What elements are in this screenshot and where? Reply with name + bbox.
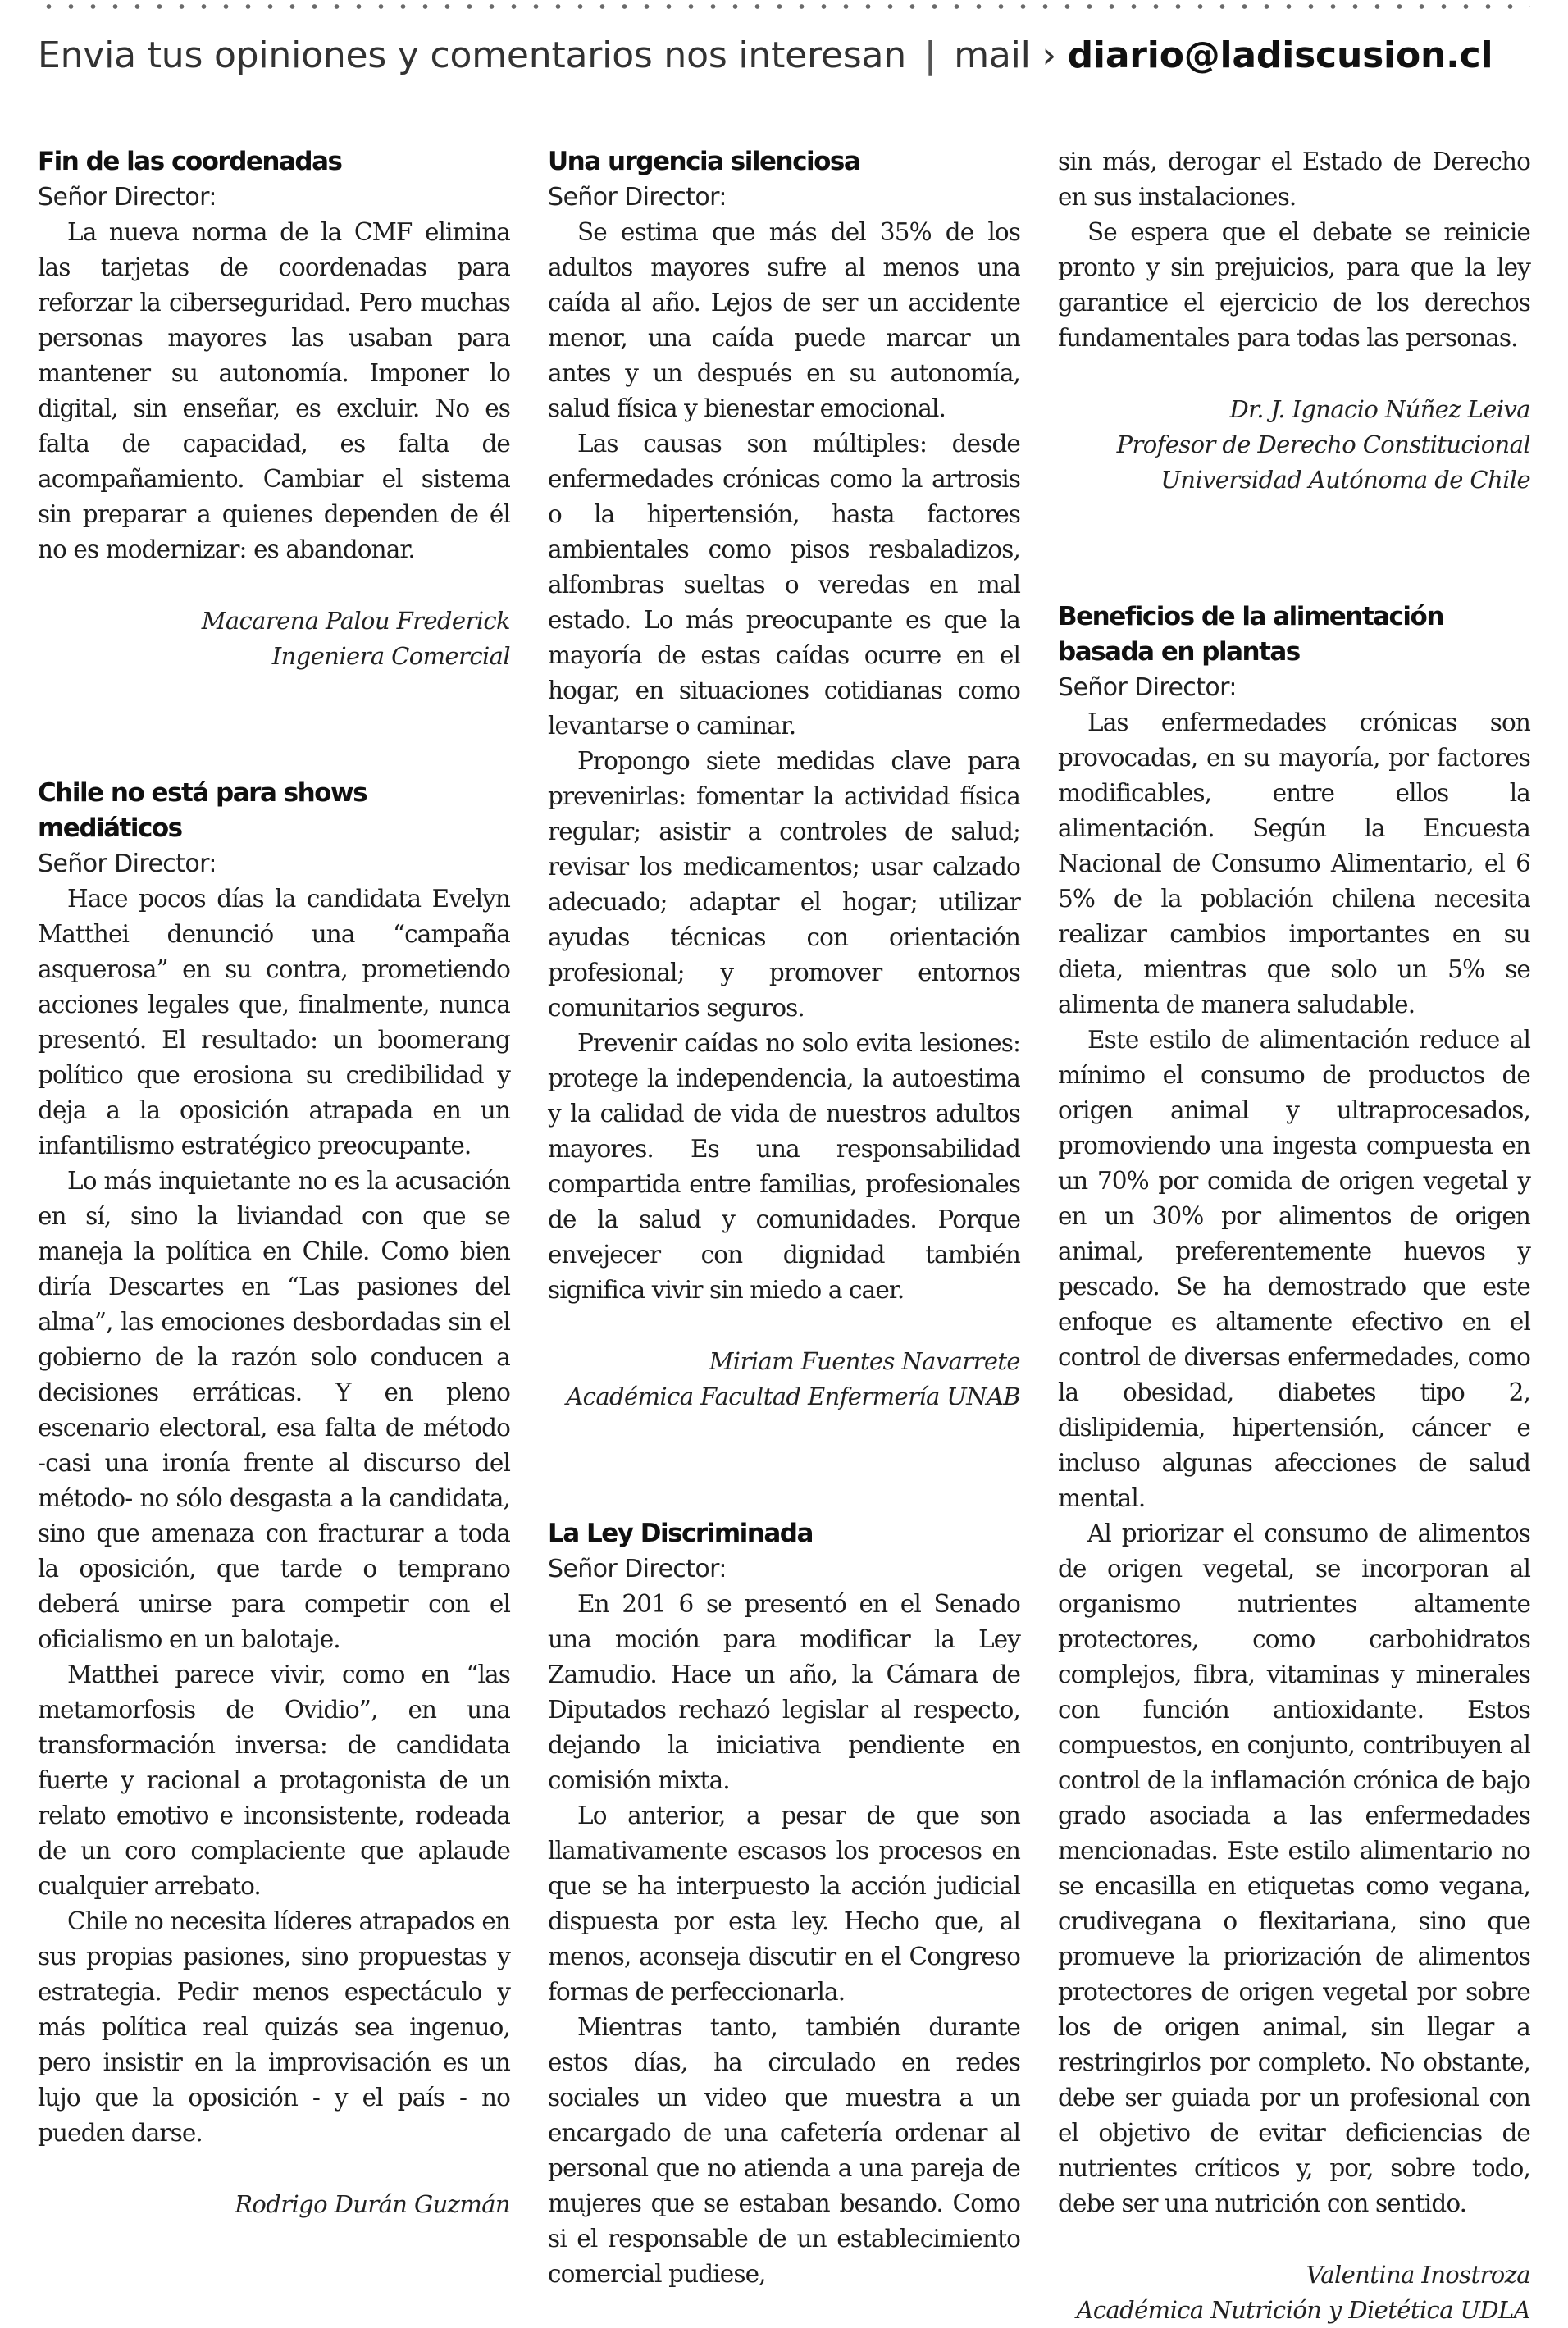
signature-line: Universidad Autónoma de Chile bbox=[1160, 466, 1530, 494]
letter-paragraph: sin más, derogar el Estado de Derecho en sus instalaciones. bbox=[1058, 148, 1530, 211]
letter-signature bbox=[1058, 2257, 1530, 2328]
letter-title: Beneficios de la alimentación basada en plantas bbox=[1058, 602, 1443, 667]
letter-signature bbox=[548, 1344, 1020, 1415]
letter-salutation: Señor Director: bbox=[38, 183, 217, 212]
letter-paragraph: Hace pocos días la candidata Evelyn Matthei denunció una “campaña asquerosa” en su contra, prometiendo acciones legales que, finalmente, nunca presentó. El resultado: un boomerang político que erosiona su credibilidad y deja a la oposición atrapada en un infantilismo estratégico preocupante. bbox=[38, 885, 510, 1159]
letter-salutation: Señor Director: bbox=[548, 183, 727, 212]
signature-line: Profesor de Derecho Constitucional bbox=[1116, 431, 1530, 458]
letter-paragraph: En 201 6 se presentó en el Senado una moción para modificar la Ley Zamudio. Hace un año, la Cámara de Diputados rechazó legislar al respecto, dejando la iniciativa pendiente en comisión mixta. bbox=[548, 1590, 1020, 1794]
letter bbox=[1058, 599, 1530, 2328]
banner-separator: | bbox=[923, 34, 937, 76]
letter-paragraph: Chile no necesita líderes atrapados en sus propias pasiones, sino propuestas y estrategia. Pedir menos espectáculo y más política real quizás sea ingenuo, pero insistir en la improvisación es un lujo que la oposición - y el país - no pueden darse. bbox=[38, 1907, 510, 2147]
letter-paragraph: Lo anterior, a pesar de que son llamativamente escasos los procesos en que se ha interpuesto la acción judicial dispuesta por esta ley. Hecho que, al menos, aconseja discutir en el Congreso formas de perfeccionarla. bbox=[548, 1802, 1020, 2006]
signature-line: Rodrigo Durán Guzmán bbox=[235, 2190, 510, 2218]
letter-title: Una urgencia silenciosa bbox=[548, 147, 860, 176]
letter-paragraph: La nueva norma de la CMF elimina las tarjetas de coordenadas para reforzar la ciberseguridad. Pero muchas personas mayores las usaban para mantener su autonomía. Imponer lo digital, sin enseñar, es excluir. No es falta de capacidad, es falta de acompañamiento. Cambiar el sistema sin preparar a quienes dependen de él no es modernizar: es abandonar. bbox=[38, 218, 510, 563]
banner-text: Envia tus opiniones y comentarios nos interesan bbox=[38, 34, 906, 76]
letter bbox=[38, 776, 510, 2222]
letter bbox=[1058, 144, 1530, 498]
contact-banner bbox=[38, 31, 1547, 80]
letter-paragraph: Al priorizar el consumo de alimentos de origen vegetal, se incorporan al organismo nutrientes altamente protectores, como carbohidratos complejos, fibra, vitaminas y minerales con función antioxidante. Estos compuestos, en conjunto, contribuyen al control de la inflamación crónica de bajo grado asociada a las enfermedades mencionadas. Este estilo alimentario no se encasilla en etiquetas como vegana, crudivegana o flexitariana, sino que promueve la priorización de alimentos protectores de origen vegetal por sobre los de origen animal, sin llegar a restringirlos por completo. No obstante, debe ser guiada por un profesional con el objetivo de evitar deficiencias de nutrientes críticos y, por, sobre todo, debe ser una nutrición con sentido. bbox=[1058, 1519, 1530, 2217]
letter-title: Fin de las coordenadas bbox=[38, 147, 342, 176]
letter-title: La Ley Discriminada bbox=[548, 1519, 813, 1548]
letter-salutation: Señor Director: bbox=[38, 850, 217, 878]
dotted-divider bbox=[38, 0, 1530, 10]
letter-title: Chile no está para shows mediáticos bbox=[38, 778, 367, 843]
letter-paragraph: Prevenir caídas no solo evita lesiones: protege la independencia, la autoestima y la calidad de vida de nuestros adultos mayores. Es una responsabilidad compartida entre familias, profesionales de la salud y comunidades. Porque envejecer con dignidad también significa vivir sin miedo a caer. bbox=[548, 1029, 1020, 1304]
signature-line: Académica Facultad Enfermería UNAB bbox=[566, 1383, 1020, 1410]
letter-paragraph: Mientras tanto, también durante estos días, ha circulado en redes sociales un video que muestra a un encargado de una cafetería ordenar al personal que no atienda a una pareja de mujeres que se estaban besando. Como si el responsable de un establecimiento comercial pudiese, bbox=[548, 2013, 1020, 2288]
letter-salutation: Señor Director: bbox=[1058, 673, 1237, 702]
column-2 bbox=[548, 144, 1020, 2292]
letter bbox=[548, 1516, 1020, 2292]
letter-paragraph: Este estilo de alimentación reduce al mínimo el consumo de productos de origen animal y ultraprocesados, promoviendo una ingesta compuesta en un 70% por comida de origen vegetal y en un 30% por alimentos de origen animal, preferentemente huevos y pescado. Se ha demostrado que este enfoque es altamente efectivo en el control de diversas enfermedades, como la obesidad, diabetes tipo 2, dislipidemia, hipertensión, cáncer e incluso algunas afecciones de salud mental. bbox=[1058, 1026, 1530, 1512]
signature-line: Valentina Inostroza bbox=[1306, 2261, 1530, 2289]
banner-mail-label: mail › bbox=[954, 34, 1056, 76]
letter-paragraph: Las enfermedades crónicas son provocadas, en su mayoría, por factores modificables, entre ellos la alimentación. Según la Encuesta Nacional de Consumo Alimentario, el 6 5% de la población chilena necesita realizar cambios importantes en su dieta, mientras que solo un 5% se alimenta de manera saludable. bbox=[1058, 708, 1530, 1018]
letter-signature bbox=[38, 2187, 510, 2222]
letter-paragraph: Las causas son múltiples: desde enfermedades crónicas como la artrosis o la hipertensión, hasta factores ambientales como pisos resbaladizos, alfombras sueltas o veredas en mal estado. Lo más preocupante es que la mayoría de estas caídas ocurre en el hogar, en situaciones cotidianas como levantarse o caminar. bbox=[548, 430, 1020, 740]
signature-line: Académica Nutrición y Dietética UDLA bbox=[1076, 2296, 1530, 2324]
signature-line: Miriam Fuentes Navarrete bbox=[709, 1347, 1020, 1375]
column-1 bbox=[38, 144, 510, 2222]
letter-paragraph: Lo más inquietante no es la acusación en sí, sino la liviandad con que se maneja la política en Chile. Como bien diría Descartes en “Las pasiones del alma”, las emociones desbordadas sin el gobierno de la razón solo conducen a decisiones erráticas. Y en pleno escenario electoral, esa falta de método -casi una ironía frente al discurso del método- no sólo desgasta a la candidata, sino que amenaza con fracturar a toda la oposición, que tarde o temprano deberá unirse para competir con el oficialismo en un balotaje. bbox=[38, 1167, 510, 1653]
banner-email-link[interactable]: diario@ladiscusion.cl bbox=[1067, 34, 1493, 76]
letter bbox=[548, 144, 1020, 1415]
letter-signature bbox=[1058, 392, 1530, 498]
signature-line: Ingeniera Comercial bbox=[271, 642, 510, 670]
letter-signature bbox=[38, 604, 510, 674]
letter-salutation: Señor Director: bbox=[548, 1555, 727, 1583]
signature-line: Dr. J. Ignacio Núñez Leiva bbox=[1229, 395, 1530, 423]
letter-paragraph: Se estima que más del 35% de los adultos mayores sufre al menos una caída al año. Lejos de ser un accidente menor, una caída puede marcar un antes y un después en su autonomía, salud física y bienestar emocional. bbox=[548, 218, 1020, 422]
column-3 bbox=[1058, 144, 1530, 2328]
letter bbox=[38, 144, 510, 674]
letter-paragraph: Propongo siete medidas clave para prevenirlas: fomentar la actividad física regular; asistir a controles de salud; revisar los medicamentos; usar calzado adecuado; adaptar el hogar; utilizar ayudas técnicas con orientación profesional; y promover entornos comunitarios seguros. bbox=[548, 747, 1020, 1022]
signature-line: Macarena Palou Frederick bbox=[201, 607, 510, 635]
letter-paragraph: Matthei parece vivir, como en “las metamorfosis de Ovidio”, en una transformación inversa: de candidata fuerte y racional a protagonista de un relato emotivo e inconsistente, rodeada de un coro complaciente que aplaude cualquier arrebato. bbox=[38, 1661, 510, 1900]
letter-paragraph: Se espera que el debate se reinicie pronto y sin prejuicios, para que la ley garantice el ejercicio de los derechos fundamentales para todas las personas. bbox=[1058, 218, 1530, 352]
